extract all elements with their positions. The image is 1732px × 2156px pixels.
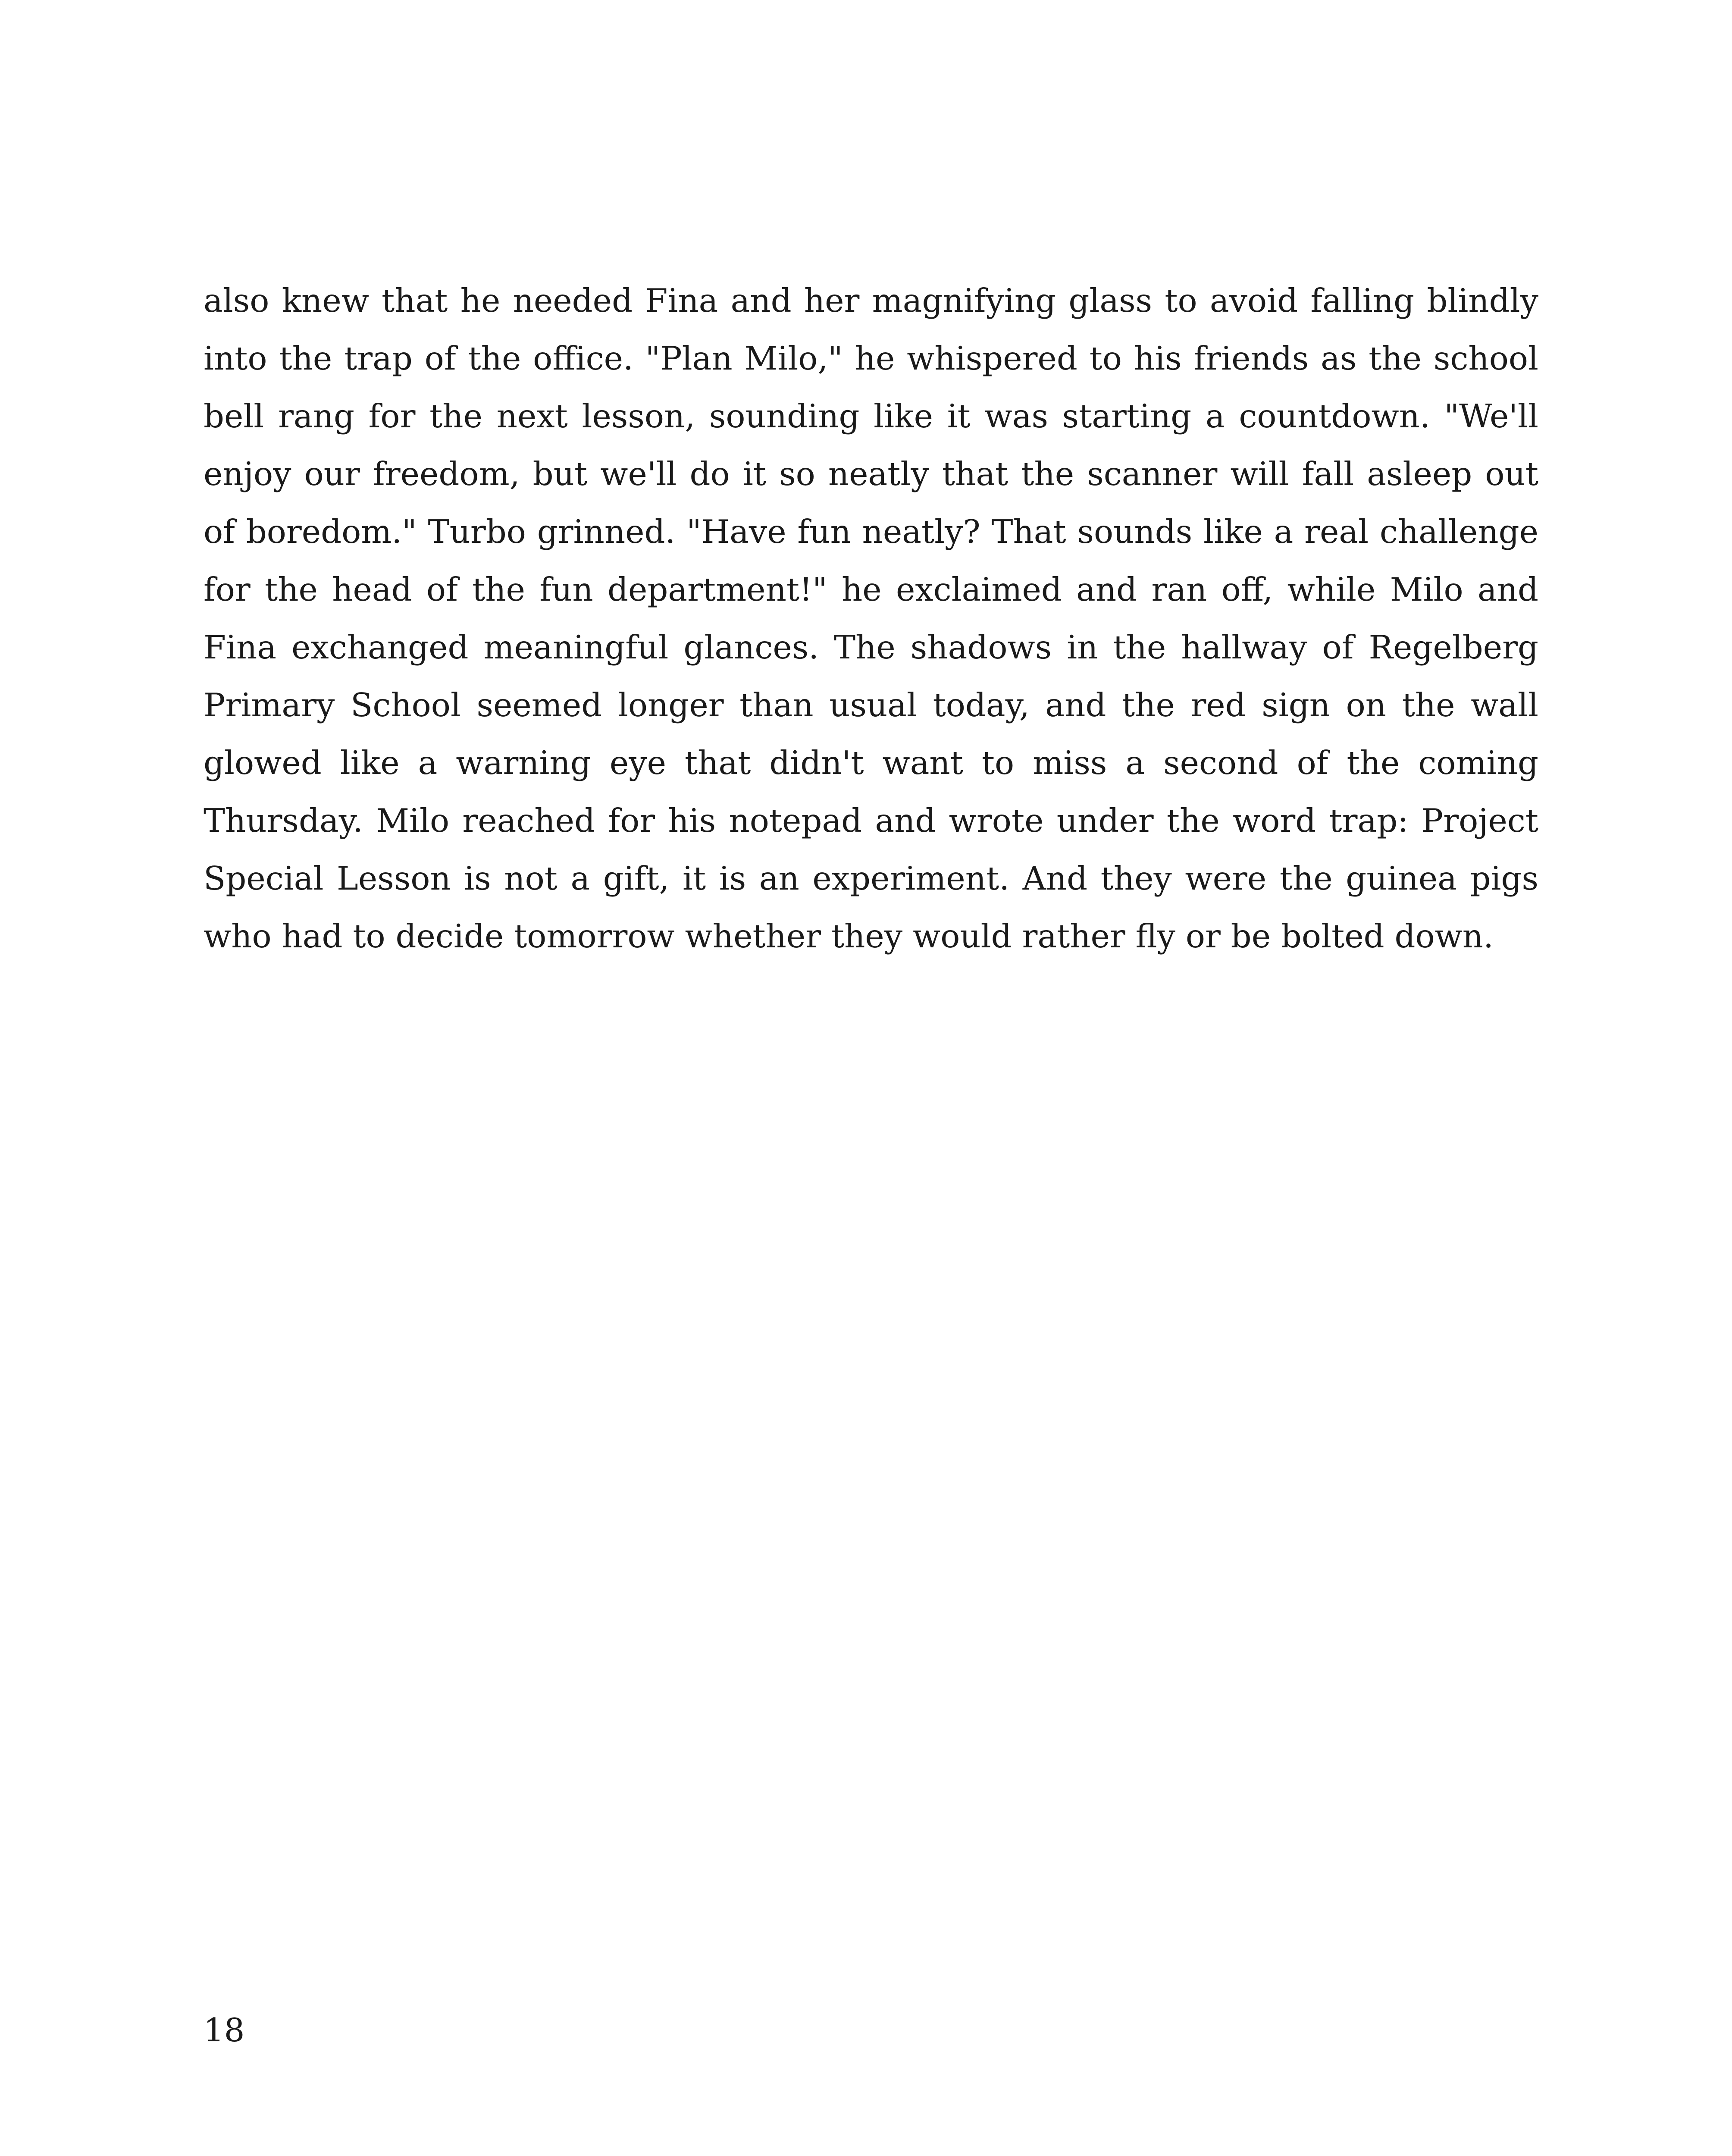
page-number: 18 bbox=[204, 2011, 245, 2049]
body-paragraph: also knew that he needed Fina and her magnifying glass to avoid falling blindly into the trap of the office. "Plan Milo," he whispered to his friends as the school bell rang for the next lesson, sounding like it was starting a countdown. "We'll enjoy our freedom, but we'll do it so neatly that the scanner will fall asleep out of boredom." Turbo grinned. "Have fun neatly? That sounds like a real challenge for the head of the fun department!" he exclaimed and ran off, while Milo and Fina exchanged meaningful glances. The shadows in the hallway of Regelberg Primary School seemed longer than usual today, and the red sign on the wall glowed like a warning eye that didn't want to miss a second of the coming Thursday. Milo reached for his notepad and wrote under the word trap: Project Special Lesson is not a gift, it is an experiment. And they were the guinea pigs who had to decide tomorrow whether they would rather fly or be bolted down. bbox=[204, 282, 1538, 955]
